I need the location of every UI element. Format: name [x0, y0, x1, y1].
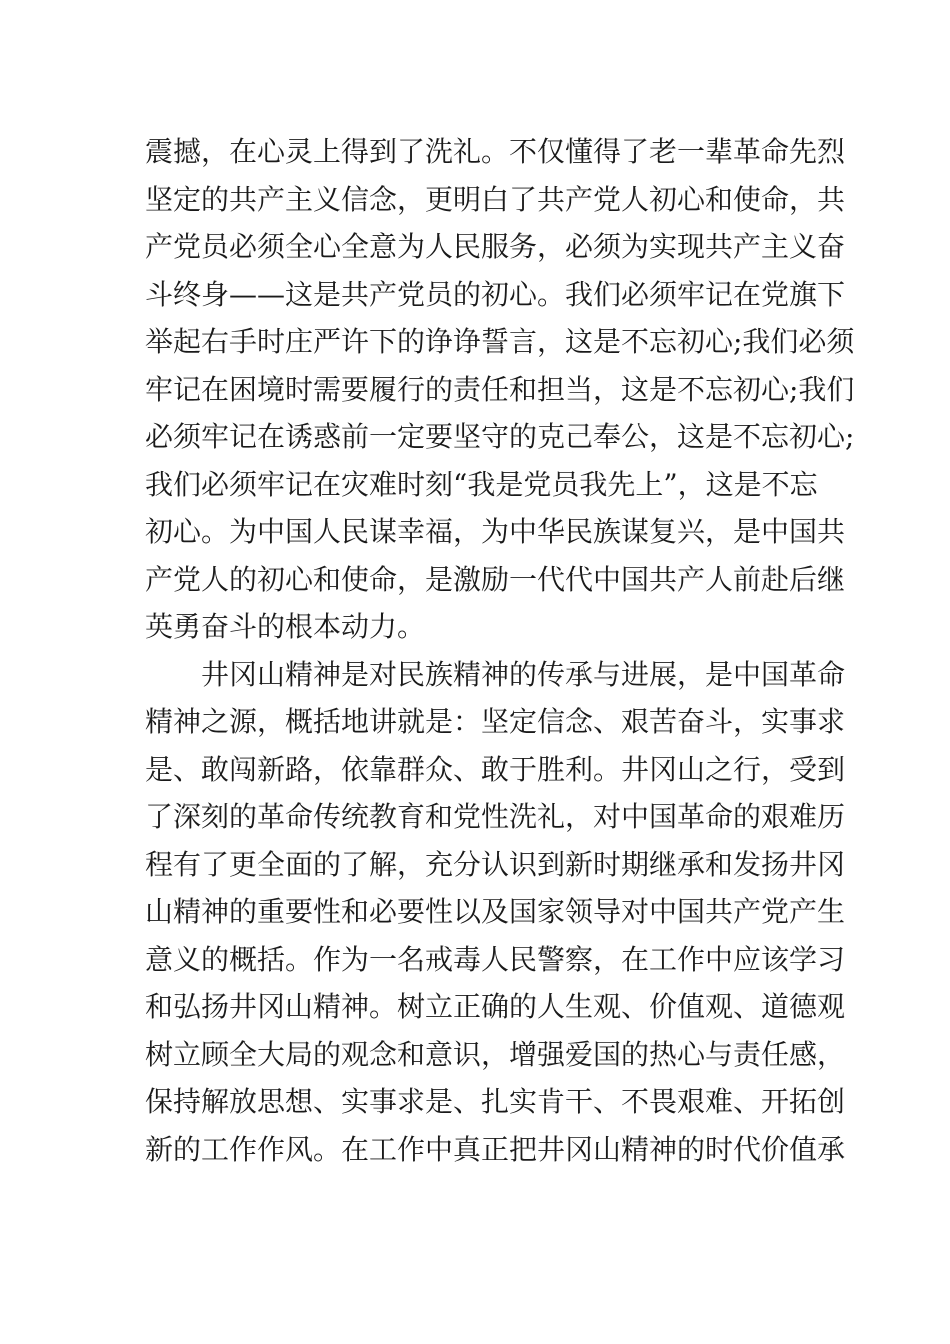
- text-line: 保持解放思想、实事求是、扎实肯干、不畏艰难、开拓创: [145, 1085, 846, 1118]
- text-line: 和弘扬井冈山精神。树立正确的人生观、价值观、道德观: [145, 990, 846, 1023]
- text-line: 山精神的重要性和必要性以及国家领导对中国共产党产生: [145, 895, 846, 928]
- text-line: 了深刻的革命传统教育和党性洗礼，对中国革命的艰难历: [145, 800, 846, 833]
- text-line: 震撼，在心灵上得到了洗礼。不仅懂得了老一辈革命先烈: [145, 135, 846, 168]
- paragraph-2: [145, 651, 846, 1174]
- text-line: 树立顾全大局的观念和意识，增强爱国的热心与责任感，: [145, 1037, 846, 1071]
- text-line: 程有了更全面的了解，充分认识到新时期继承和发扬井冈: [145, 847, 846, 881]
- text-line: 初心。为中国人民谋幸福，为中华民族谋复兴，是中国共: [145, 515, 846, 548]
- paragraph-1: [145, 128, 855, 651]
- text-line: 产党员必须全心全意为人民服务，必须为实现共产主义奋: [145, 230, 846, 263]
- body-text: [145, 128, 855, 1173]
- text-line: 斗终身——这是共产党员的初心。我们必须牢记在党旗下: [145, 277, 846, 311]
- text-line: 井冈山精神是对民族精神的传承与进展，是中国革命: [201, 657, 846, 691]
- text-line: 坚定的共产主义信念，更明白了共产党人初心和使命，共: [145, 182, 846, 216]
- text-line: 产党人的初心和使命，是激励一代代中国共产人前赴后继: [145, 562, 846, 596]
- text-line: 我们必须牢记在灾难时刻“我是党员我先上”，这是不忘: [145, 467, 818, 501]
- text-line: 举起右手时庄严许下的诤诤誓言，这是不忘初心;我们必须: [145, 325, 855, 358]
- text-line: 必须牢记在诱惑前一定要坚守的克己奉公，这是不忘初心;: [145, 420, 855, 453]
- text-line: 新的工作作风。在工作中真正把井冈山精神的时代价值承: [145, 1132, 846, 1166]
- text-line: 意义的概括。作为一名戒毒人民警察，在工作中应该学习: [145, 942, 846, 976]
- text-line: 英勇奋斗的根本动力。: [145, 610, 426, 643]
- text-line: 精神之源，概括地讲就是：坚定信念、艰苦奋斗，实事求: [145, 705, 846, 738]
- text-line: 牢记在困境时需要履行的责任和担当，这是不忘初心;我们: [145, 372, 855, 406]
- text-line: 是、敢闯新路，依靠群众、敢于胜利。井冈山之行，受到: [145, 752, 846, 786]
